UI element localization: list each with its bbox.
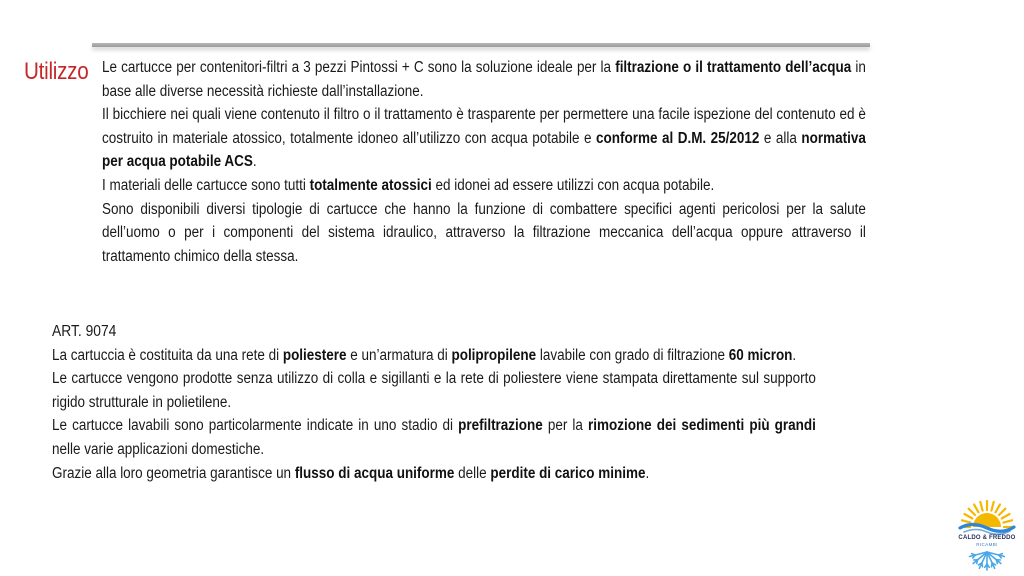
logo-sub-text: RICAMBI: [976, 542, 998, 547]
article-paragraph-2: Le cartucce vengono prodotte senza utilizzo di colla e sigillanti e la rete di poliestere viene stampata direttamente sul supporto rigido strutturale in polietilene.: [52, 370, 816, 411]
snow-twig: [999, 554, 1003, 555]
bold-phrase: polipropilene: [451, 346, 537, 364]
bold-phrase: perdite di carico minime: [490, 464, 646, 482]
sun-ray: [974, 504, 979, 512]
sun-ray: [991, 502, 993, 511]
intro-paragraph-2: Il bicchiere nei quali viene contenuto il filtro o il trattamento è trasparente per permettere una facile ispezione del contenuto ed è costruito in materiale atossico, totalmente idoneo all’utilizzo con acqua potabile e conforme al D.M. 25/2012 e alla normativa per acqua potabile ACS.: [102, 106, 866, 171]
article-paragraph-3: Le cartucce lavabili sono particolarmente indicate in uno stadio di prefiltrazione per la rimozione dei sedimenti più grandi nelle varie applicazioni domestiche.: [52, 417, 816, 458]
sun-ray: [980, 502, 982, 511]
bold-phrase: 60 micron: [728, 346, 793, 364]
sun-ray: [1003, 520, 1012, 522]
bold-phrase: filtrazione o il trattamento dell’acqua: [615, 59, 852, 76]
article-paragraph-4: Grazie alla loro geometria garantisce un flusso di acqua uniforme delle perdite di carico minime.: [52, 464, 650, 482]
article-paragraph-1: La cartuccia è costituita da una rete di poliestere e un’armatura di polipropilene lavabile con grado di filtrazione 60 micron.: [52, 346, 797, 364]
bold-phrase: rimozione dei sedimenti più grandi: [588, 417, 816, 435]
company-logo: [954, 497, 1020, 573]
logo-brand-text: CALDO & FREDDO: [958, 535, 1016, 541]
bold-phrase: poliestere: [282, 346, 347, 364]
article-title: ART. 9074: [52, 323, 117, 340]
sun-ray: [969, 509, 975, 515]
bold-phrase: flusso di acqua uniforme: [294, 464, 455, 482]
snowflake-icon: [967, 548, 1007, 573]
article-text: [52, 320, 816, 485]
sun-wave-icon: [954, 497, 1020, 535]
bold-phrase: normativa per acqua potabile ACS: [102, 129, 866, 171]
bold-phrase: conforme al D.M. 25/2012: [596, 129, 760, 147]
sun-ray: [1002, 514, 1010, 519]
intro-paragraph-4: Sono disponibili diversi tipologie di cartucce che hanno la funzione di combattere specifici agenti pericolosi per la salute dell’uomo o per i componenti del sistema idraulico, attraverso la filtrazione meccanica dell’acqua oppure attraverso il trattamento chimico della stessa.: [102, 200, 866, 265]
intro-paragraph-1: Le cartucce per contenitori-filtri a 3 pezzi Pintossi + C sono la soluzione ideale per la filtrazione o il trattamento dell’acqua in base alle diverse necessità richieste dall’installazione.: [102, 59, 866, 100]
header-divider: [92, 43, 870, 47]
sun-ray: [999, 509, 1005, 515]
section-heading: Utilizzo: [24, 58, 89, 85]
snow-twig: [977, 560, 978, 564]
snow-twig: [982, 563, 983, 567]
sun-ray: [964, 514, 972, 519]
sun-ray: [962, 520, 971, 522]
bold-phrase: prefiltrazione: [458, 417, 543, 435]
sun-ray: [996, 504, 1001, 512]
intro-text: [102, 56, 866, 268]
bold-phrase: totalmente atossici: [309, 176, 432, 194]
intro-paragraph-3: I materiali delle cartucce sono tutti totalmente atossici ed idonei ad essere utilizzi con acqua potabile.: [102, 176, 715, 194]
